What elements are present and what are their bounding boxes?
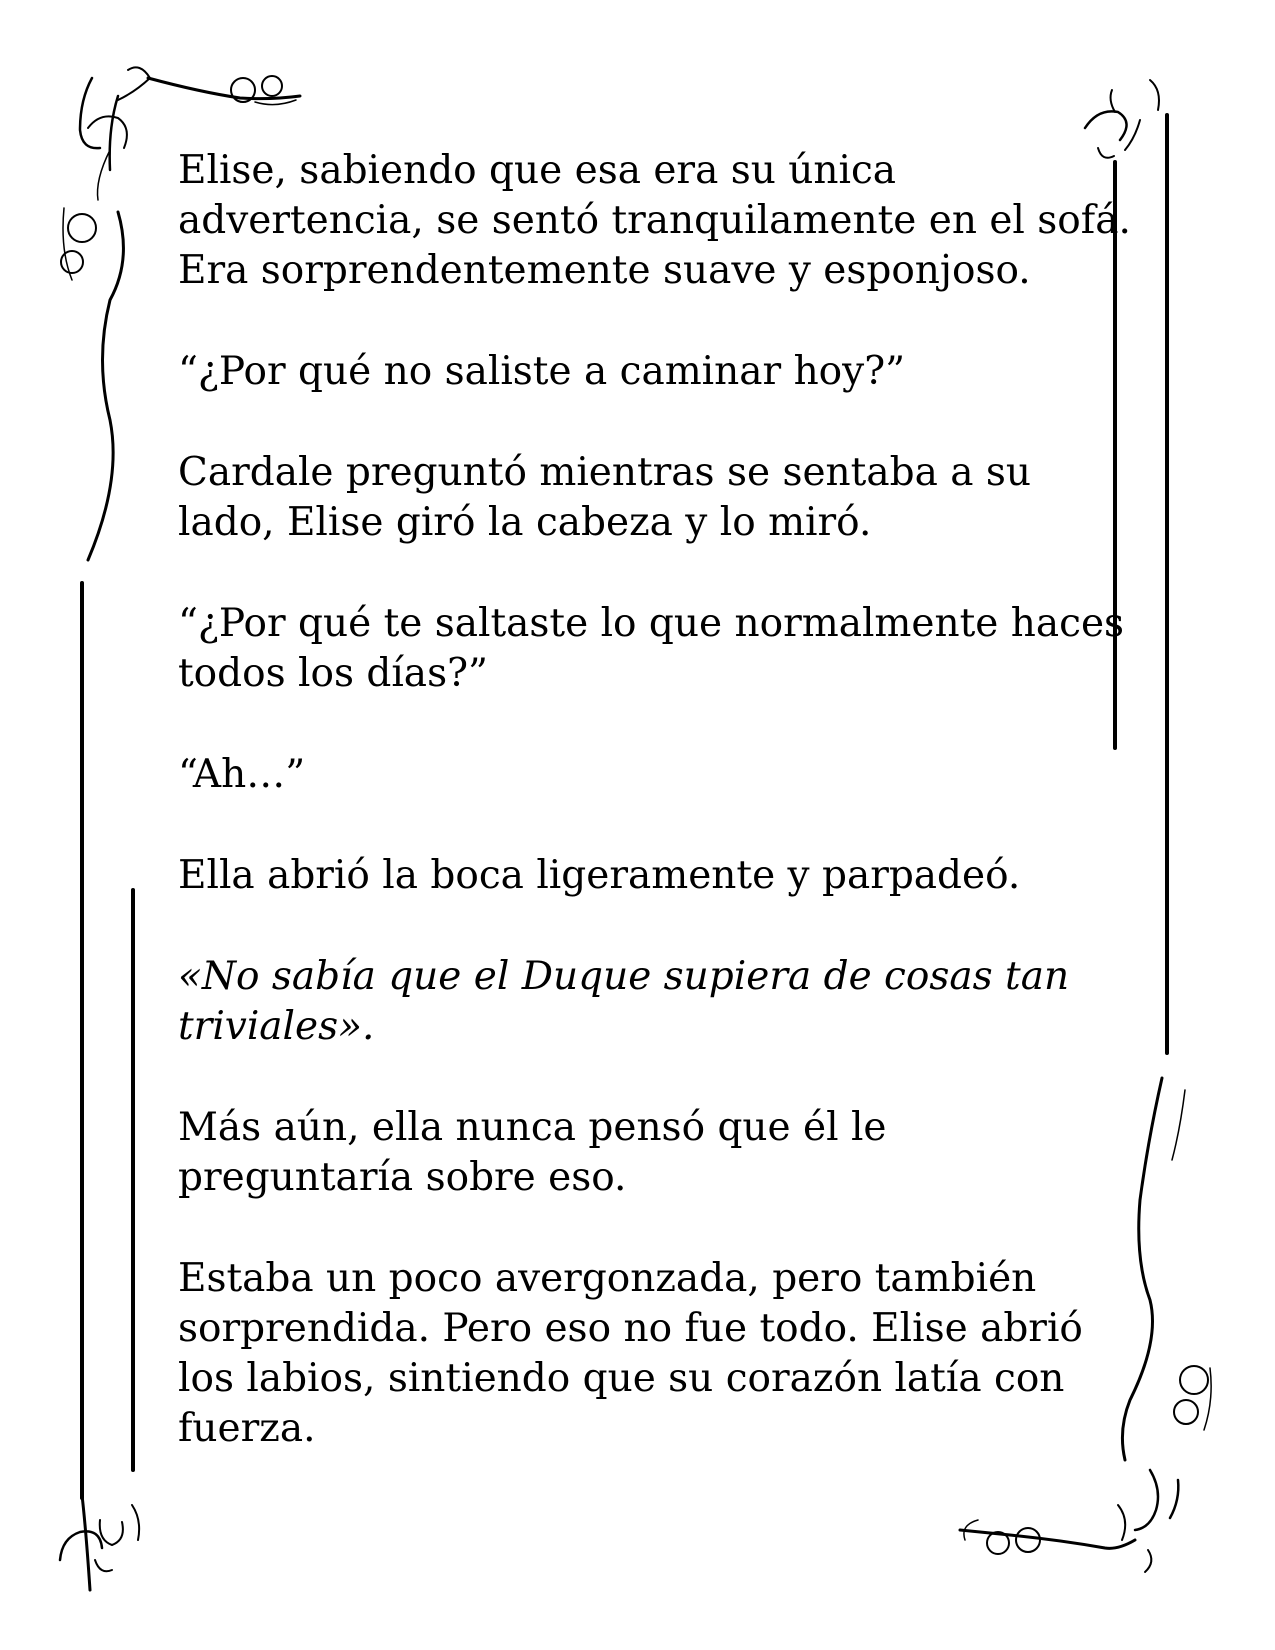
bottom-left-flourish-icon: [60, 1495, 139, 1590]
paragraph: Más aún, ella nunca pensó que él le preguntaría sobre eso.: [178, 1105, 887, 1200]
paragraph-thought: «No sabía que el Duque supiera de cosas tan triviales».: [178, 954, 1070, 1049]
paragraph: “¿Por qué no saliste a caminar hoy?”: [178, 349, 906, 394]
paragraph: “¿Por qué te saltaste lo que normalmente haces todos los días?”: [178, 601, 1125, 696]
paragraph: Ella abrió la boca ligeramente y parpadeó.: [178, 853, 1021, 898]
paragraph: Elise, sabiendo que esa era su única advertencia, se sentó tranquilamente en el sofá. Era sorprendentemente suave y esponjoso.: [178, 148, 1131, 293]
story-text: [178, 146, 1138, 1505]
paragraph: “Ah…”: [178, 752, 306, 797]
paragraph: Estaba un poco avergonzada, pero también sorprendida. Pero eso no fue todo. Elise abrió los labios, sintiendo que su corazón latía con fuerza.: [178, 1256, 1083, 1451]
paragraph: Cardale preguntó mientras se sentaba a su lado, Elise giró la cabeza y lo miró.: [178, 450, 1031, 545]
